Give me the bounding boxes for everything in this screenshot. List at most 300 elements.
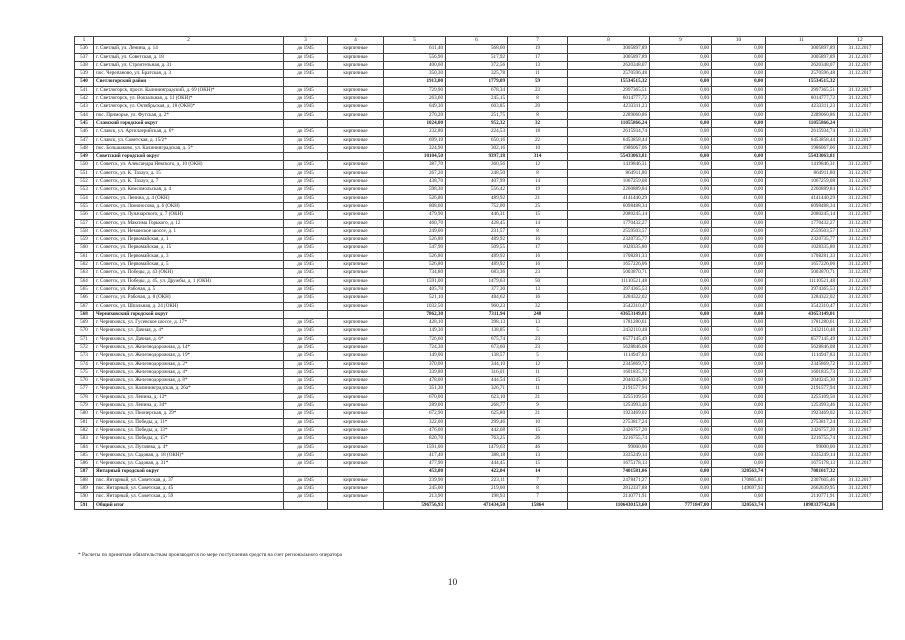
cell-address: г. Советск, ул. К. Тахауэ, д. 7 [94, 178, 284, 186]
cell-wall-material: кирпичные [328, 111, 384, 119]
cell-address: г. Советск, ул. Рабочая, д. 8 (ОКН) [94, 294, 284, 302]
cell-living-area: 625,80 [446, 410, 508, 418]
cell-total-cost: 5628846,08 [568, 343, 650, 351]
cell-build-year: до 1945 [284, 294, 328, 302]
cell-build-year: до 1945 [284, 236, 328, 244]
cell-completion-date: 31.12.2017 [838, 485, 883, 493]
cell-total-cost: 2110771,91 [568, 493, 650, 501]
cell-total-cost: 4141440,29 [568, 194, 650, 202]
cell-build-year: до 1945 [284, 103, 328, 111]
cell-completion-date: 31.12.2017 [838, 410, 883, 418]
table-row [75, 410, 883, 418]
table-row [75, 144, 883, 152]
cell-cost-owners: 0,00 [650, 211, 712, 219]
table-row [75, 136, 883, 144]
cell-row-no: 548 [75, 144, 94, 152]
cell-completion-date [838, 468, 883, 476]
cell-total-cost: 2320735,77 [568, 236, 650, 244]
cell-row-no: 584 [75, 443, 94, 451]
cell-build-year: до 1945 [284, 360, 328, 368]
cell-residents: 20 [508, 103, 568, 111]
cell-address: г. Славск, ул. Артиллерийская, д. 6* [94, 128, 284, 136]
cell-residents: 8 [508, 111, 568, 119]
cell-address: г. Советск, ул. Победы, д. 43 (ОКН) [94, 269, 284, 277]
cell-completion-date: 31.12.2017 [838, 393, 883, 401]
cell-total-cost: 2191577,94 [568, 385, 650, 393]
cell-total-area: 249,00 [384, 227, 446, 235]
cell-completion-date: 31.12.2017 [838, 402, 883, 410]
cell-cost-budget: 864911,80 [766, 169, 838, 177]
column-number-cell: 8 [568, 37, 650, 45]
cell-build-year: до 1945 [284, 95, 328, 103]
cell-residents: 10 [508, 144, 568, 152]
cell-residents: 15 [508, 460, 568, 468]
cell-wall-material [328, 501, 384, 509]
cell-wall-material: кирпичные [328, 86, 384, 94]
column-number-cell: 12 [838, 37, 883, 45]
cell-row-no: 550 [75, 161, 94, 169]
cell-address: пос. Большаково, ул. Калининградская, д. 5* [94, 144, 284, 152]
cell-wall-material: кирпичные [328, 352, 384, 360]
cell-build-year: до 1945 [284, 70, 328, 78]
cell-wall-material: кирпичные [328, 385, 384, 393]
cell-living-area: 444,45 [446, 460, 508, 468]
cell-total-cost: 6014777,72 [568, 95, 650, 103]
cell-wall-material: кирпичные [328, 319, 384, 327]
cell-living-area: 960,23 [446, 302, 508, 310]
cell-total-area: 726,60 [384, 335, 446, 343]
cell-completion-date: 31.12.2017 [838, 443, 883, 451]
column-number-cell: 11 [766, 37, 838, 45]
cell-residents: 13 [508, 285, 568, 293]
cell-build-year: до 1945 [284, 202, 328, 210]
cell-total-cost: 2559503,57 [568, 227, 650, 235]
cell-living-area: 556,42 [446, 186, 508, 194]
cell-residents: 26 [508, 435, 568, 443]
cell-cost-owners: 0,00 [650, 377, 712, 385]
cell-residents: 32 [508, 302, 568, 310]
cell-living-area: 198,93 [446, 493, 508, 501]
cell-address: г. Черняховск, ул. Пионерская, д. 29* [94, 410, 284, 418]
cell-living-area: 377,30 [446, 285, 508, 293]
cell-residents: 15 [508, 211, 568, 219]
cell-address: г. Светлогорск, ул. Октябрьская, д. 18 (ОКН)* [94, 103, 284, 111]
cell-row-no: 555 [75, 202, 94, 210]
cell-address: Черняховский городской округ [94, 310, 284, 318]
cell-cost-owners: 0,00 [650, 285, 712, 293]
cell-residents: 14 [508, 468, 568, 476]
cell-cost-owners: 0,00 [650, 327, 712, 335]
cell-build-year: до 1945 [284, 161, 328, 169]
cell-living-area: 489,92 [446, 261, 508, 269]
cell-wall-material: кирпичные [328, 460, 384, 468]
cell-living-area: 489,92 [446, 236, 508, 244]
cell-cost-owners: 0,00 [650, 95, 712, 103]
cell-wall-material: кирпичные [328, 327, 384, 335]
cell-wall-material: кирпичные [328, 103, 384, 111]
cell-cost-owners: 0,00 [650, 128, 712, 136]
cell-wall-material [328, 310, 384, 318]
cell-row-no: 559 [75, 236, 94, 244]
cell-build-year: до 1945 [284, 45, 328, 53]
cell-cost-owners: 0,00 [650, 261, 712, 269]
cell-row-no: 589 [75, 485, 94, 493]
cell-row-no: 562 [75, 261, 94, 269]
table-row [75, 426, 883, 434]
cell-cost-budget: 1114947,83 [766, 352, 838, 360]
cell-cost-owners: 0,00 [650, 393, 712, 401]
cell-total-cost: 15534515,32 [568, 78, 650, 86]
cell-cost-owners: 0,00 [650, 236, 712, 244]
cell-cost-owners: 0,00 [650, 385, 712, 393]
cell-address: г. Черняховск, ул. Железнодорожная, д. 19* [94, 352, 284, 360]
cell-residents: 8 [508, 485, 568, 493]
cell-cost-budget: 3216755,74 [766, 435, 838, 443]
table-row [75, 161, 883, 169]
cell-cost-owners: 0,00 [650, 53, 712, 61]
cell-cost-owners: 0,00 [650, 78, 712, 86]
cell-build-year: до 1945 [284, 493, 328, 501]
subtotal-row [75, 78, 883, 86]
cell-cost-owners: 0,00 [650, 111, 712, 119]
cell-row-no: 556 [75, 211, 94, 219]
cell-total-cost: 1028335,80 [568, 244, 650, 252]
cell-address: г. Черняховск, ул. Победы, д. 15* [94, 435, 284, 443]
cell-total-area: 428,10 [384, 319, 446, 327]
cell-address: г. Черняховск, ул. Победы, д. 13* [94, 426, 284, 434]
cell-total-area: 10104,50 [384, 153, 446, 161]
cell-wall-material: кирпичные [328, 294, 384, 302]
cell-wall-material: кирпичные [328, 186, 384, 194]
table-row [75, 128, 883, 136]
cell-total-area: 405,70 [384, 285, 446, 293]
cell-cost-owners: 0,00 [650, 269, 712, 277]
register-table-container [74, 36, 882, 510]
cell-cost-owners: 0,00 [650, 219, 712, 227]
cell-build-year: до 1945 [284, 86, 328, 94]
cell-build-year: до 1945 [284, 335, 328, 343]
cell-total-cost: 1067259,08 [568, 178, 650, 186]
cell-completion-date: 31.12.2017 [838, 435, 883, 443]
cell-cost-budget: 2559503,57 [766, 227, 838, 235]
cell-cost-budget: 3255109,50 [766, 393, 838, 401]
cell-cost-budget: 1781280,61 [766, 319, 838, 327]
cell-cost-fund: 0,00 [712, 343, 766, 351]
cell-cost-owners: 0,00 [650, 302, 712, 310]
cell-residents: 18 [508, 128, 568, 136]
cell-living-area: 471434,50 [446, 501, 508, 509]
cell-cost-budget: 1028335,80 [766, 244, 838, 252]
table-row [75, 194, 883, 202]
table-row [75, 178, 883, 186]
cell-wall-material: кирпичные [328, 227, 384, 235]
cell-wall-material: кирпичные [328, 53, 384, 61]
cell-cost-owners: 0,00 [650, 252, 712, 260]
cell-address: г. Светлый, ул. Ленина, д. 14 [94, 45, 284, 53]
cell-cost-fund: 0,00 [712, 227, 766, 235]
cell-residents: 22 [508, 136, 568, 144]
cell-cost-owners: 0,00 [650, 460, 712, 468]
cell-total-area: 232,80 [384, 128, 446, 136]
cell-wall-material: кирпичные [328, 493, 384, 501]
cell-address: пос. Янтарный, ул. Советская, д. 45 [94, 485, 284, 493]
cell-cost-fund: 0,00 [712, 194, 766, 202]
cell-total-area: 477,90 [384, 460, 446, 468]
column-number-cell: 1 [75, 37, 94, 45]
column-number-cell: 10 [712, 37, 766, 45]
cell-row-no: 566 [75, 294, 94, 302]
cell-completion-date: 31.12.2017 [838, 261, 883, 269]
cell-total-cost: 4233311,23 [568, 103, 650, 111]
cell-total-cost: 1106430153,60 [568, 501, 650, 509]
table-row [75, 435, 883, 443]
cell-wall-material: кирпичные [328, 219, 384, 227]
cell-completion-date: 31.12.2017 [838, 186, 883, 194]
cell-residents: 25 [508, 202, 568, 210]
cell-cost-budget: 99000,00 [766, 443, 838, 451]
cell-living-area: 326,71 [446, 385, 508, 393]
cell-cost-budget: 2753817,24 [766, 418, 838, 426]
cell-cost-budget: 1601835,73 [766, 368, 838, 376]
cell-cost-budget: 2662639,95 [766, 485, 838, 493]
cell-address: г. Советск, ул. Первомайская, д. 1 [94, 236, 284, 244]
cell-completion-date: 31.12.2017 [838, 493, 883, 501]
cell-total-area: 1591,00 [384, 443, 446, 451]
cell-build-year: до 1945 [284, 219, 328, 227]
cell-build-year: до 1945 [284, 460, 328, 468]
cell-row-no: 588 [75, 476, 94, 484]
cell-completion-date [838, 153, 883, 161]
cell-wall-material [328, 153, 384, 161]
cell-living-area: 388,18 [446, 451, 508, 459]
cell-wall-material: кирпичные [328, 402, 384, 410]
table-row [75, 169, 883, 177]
cell-row-no: 575 [75, 368, 94, 376]
cell-total-area: 729,90 [384, 86, 446, 94]
cell-living-area: 248,50 [446, 169, 508, 177]
cell-total-cost: 1986067,06 [568, 144, 650, 152]
table-row [75, 211, 883, 219]
cell-residents: 17 [508, 53, 568, 61]
cell-total-area: 289,00 [384, 402, 446, 410]
cell-living-area: 398,13 [446, 319, 508, 327]
cell-row-no: 580 [75, 410, 94, 418]
cell-total-area: 478,00 [384, 377, 446, 385]
cell-cost-fund: 0,00 [712, 111, 766, 119]
cell-cost-budget: 3542310,47 [766, 302, 838, 310]
cell-cost-fund: 0,00 [712, 435, 766, 443]
cell-wall-material [328, 119, 384, 127]
cell-living-area: 752,00 [446, 202, 508, 210]
cell-cost-budget: 2620348,07 [766, 61, 838, 69]
cell-residents: 5 [508, 352, 568, 360]
cell-wall-material: кирпичные [328, 178, 384, 186]
cell-address: г. Советск, ул. Александра Невского, д. 10 (ОКН) [94, 161, 284, 169]
cell-total-cost: 2620348,07 [568, 61, 650, 69]
cell-living-area: 446,31 [446, 211, 508, 219]
cell-cost-budget: 2080245,14 [766, 211, 838, 219]
cell-completion-date: 31.12.2017 [838, 418, 883, 426]
cell-address: г. Светлогорск, просп. Калининградский, д. 69 (ОКН)* [94, 86, 284, 94]
cell-total-cost: 3005897,89 [568, 53, 650, 61]
table-row [75, 302, 883, 310]
cell-build-year: до 1945 [284, 61, 328, 69]
cell-completion-date: 31.12.2017 [838, 426, 883, 434]
cell-total-cost: 11055866,24 [568, 119, 650, 127]
cell-cost-fund: 0,00 [712, 360, 766, 368]
cell-row-no: 586 [75, 460, 94, 468]
cell-wall-material: кирпичные [328, 136, 384, 144]
table-row [75, 227, 883, 235]
cell-wall-material: кирпичные [328, 252, 384, 260]
cell-completion-date: 31.12.2017 [838, 285, 883, 293]
table-row [75, 294, 883, 302]
cell-wall-material: кирпичные [328, 95, 384, 103]
cell-cost-fund: 0,00 [712, 144, 766, 152]
cell-row-no: 585 [75, 451, 94, 459]
cell-total-cost: 1923469,02 [568, 410, 650, 418]
cell-residents: 23 [508, 269, 568, 277]
cell-row-no: 576 [75, 377, 94, 385]
cell-build-year: до 1945 [284, 261, 328, 269]
cell-total-cost: 1675178,13 [568, 460, 650, 468]
cell-total-cost: 55433063,81 [568, 153, 650, 161]
cell-cost-budget: 2426757,20 [766, 426, 838, 434]
footnote: * Расчеты по принятым обязательствам производятся по мере поступления средств на счет регионального оператора [78, 552, 342, 558]
cell-completion-date: 31.12.2017 [838, 319, 883, 327]
cell-total-area: 7862,30 [384, 310, 446, 318]
column-number-cell: 7 [508, 37, 568, 45]
cell-cost-budget: 7081017,32 [766, 468, 838, 476]
cell-total-area: 734,80 [384, 269, 446, 277]
register-table [74, 36, 883, 510]
cell-cost-fund: 0,00 [712, 426, 766, 434]
cell-total-area: 670,00 [384, 393, 446, 401]
cell-total-cost: 3974365,53 [568, 285, 650, 293]
cell-residents: 17 [508, 244, 568, 252]
cell-cost-owners: 0,00 [650, 61, 712, 69]
cell-cost-fund: 0,00 [712, 285, 766, 293]
cell-cost-fund: 0,00 [712, 352, 766, 360]
cell-cost-fund: 0,00 [712, 219, 766, 227]
cell-address: г. Советск, ул. Комсомольская, д. 4 [94, 186, 284, 194]
cell-total-area: 322,00 [384, 418, 446, 426]
subtotal-row [75, 153, 883, 161]
cell-build-year [284, 310, 328, 318]
cell-cost-fund: 0,00 [712, 202, 766, 210]
cell-row-no: 578 [75, 393, 94, 401]
cell-cost-budget: 1067259,08 [766, 178, 838, 186]
cell-total-area: 820,70 [384, 435, 446, 443]
cell-row-no: 563 [75, 269, 94, 277]
cell-build-year: до 1945 [284, 393, 328, 401]
cell-build-year: до 1945 [284, 385, 328, 393]
cell-wall-material: кирпичные [328, 302, 384, 310]
cell-total-cost: 3542310,47 [568, 302, 650, 310]
table-row [75, 460, 883, 468]
cell-living-area: 360,56 [446, 161, 508, 169]
cell-row-no: 542 [75, 95, 94, 103]
cell-living-area: 952,32 [446, 119, 508, 127]
cell-wall-material: кирпичные [328, 335, 384, 343]
cell-row-no: 587 [75, 468, 94, 476]
cell-completion-date: 31.12.2017 [838, 45, 883, 53]
cell-row-no: 579 [75, 402, 94, 410]
cell-build-year: до 1945 [284, 178, 328, 186]
cell-residents: 50 [508, 277, 568, 285]
cell-completion-date: 31.12.2017 [838, 194, 883, 202]
cell-living-area: 299,46 [446, 418, 508, 426]
cell-living-area: 9397,18 [446, 153, 508, 161]
cell-cost-budget: 3005897,89 [766, 53, 838, 61]
table-row [75, 244, 883, 252]
cell-row-no: 544 [75, 111, 94, 119]
cell-cost-fund: 320563,74 [712, 468, 766, 476]
cell-cost-budget: 11055866,24 [766, 119, 838, 127]
table-row [75, 335, 883, 343]
cell-cost-fund: 0,00 [712, 319, 766, 327]
cell-cost-fund: 0,00 [712, 61, 766, 69]
cell-cost-fund: 0,00 [712, 103, 766, 111]
cell-wall-material: кирпичные [328, 285, 384, 293]
cell-wall-material: кирпичные [328, 360, 384, 368]
cell-row-no: 561 [75, 252, 94, 260]
cell-residents: 5 [508, 327, 568, 335]
table-row [75, 95, 883, 103]
cell-residents: 59 [508, 78, 568, 86]
cell-cost-budget: 2570596,48 [766, 70, 838, 78]
cell-total-cost: 3335249,14 [568, 451, 650, 459]
cell-address: г. Черняховск, ул. Ленина, д. 34* [94, 402, 284, 410]
cell-cost-budget: 1770432,27 [766, 219, 838, 227]
cell-cost-fund: 0,00 [712, 377, 766, 385]
cell-residents: 21 [508, 410, 568, 418]
cell-row-no: 554 [75, 194, 94, 202]
cell-build-year: до 1945 [284, 443, 328, 451]
cell-address: пос. Приморье, ул. Футская, д. 2* [94, 111, 284, 119]
table-row [75, 86, 883, 94]
cell-residents: 16 [508, 294, 568, 302]
cell-total-area: 267,20 [384, 169, 446, 177]
cell-cost-fund: 0,00 [712, 393, 766, 401]
cell-cost-fund: 0,00 [712, 119, 766, 127]
cell-cost-fund: 0,00 [712, 95, 766, 103]
cell-living-area: 623,10 [446, 393, 508, 401]
cell-row-no: 540 [75, 78, 94, 86]
cell-cost-fund: 0,00 [712, 327, 766, 335]
cell-build-year: до 1945 [284, 144, 328, 152]
cell-address: пос. Янтарный, ул. Советская, д. 37 [94, 476, 284, 484]
cell-total-area: 270,20 [384, 111, 446, 119]
cell-living-area: 1479,63 [446, 443, 508, 451]
cell-cost-owners: 0,00 [650, 186, 712, 194]
cell-cost-owners: 0,00 [650, 451, 712, 459]
cell-build-year: до 1945 [284, 285, 328, 293]
cell-residents: 16 [508, 252, 568, 260]
table-row [75, 186, 883, 194]
cell-residents: 7 [508, 476, 568, 484]
cell-build-year: до 1945 [284, 352, 328, 360]
cell-total-cost: 2345869,72 [568, 360, 650, 368]
cell-row-no: 538 [75, 61, 94, 69]
cell-total-cost: 2812337,88 [568, 485, 650, 493]
cell-address: г. Славск, ул. Советская, д. 15/2* [94, 136, 284, 144]
cell-address: г. Черняховск, ул. Железнодорожная, д. 4* [94, 368, 284, 376]
cell-cost-budget: 2307605,46 [766, 476, 838, 484]
cell-cost-budget: 3335249,14 [766, 451, 838, 459]
cell-row-no: 539 [75, 70, 94, 78]
cell-address: г. Советск, ул. Первомайская, д. 5 [94, 261, 284, 269]
